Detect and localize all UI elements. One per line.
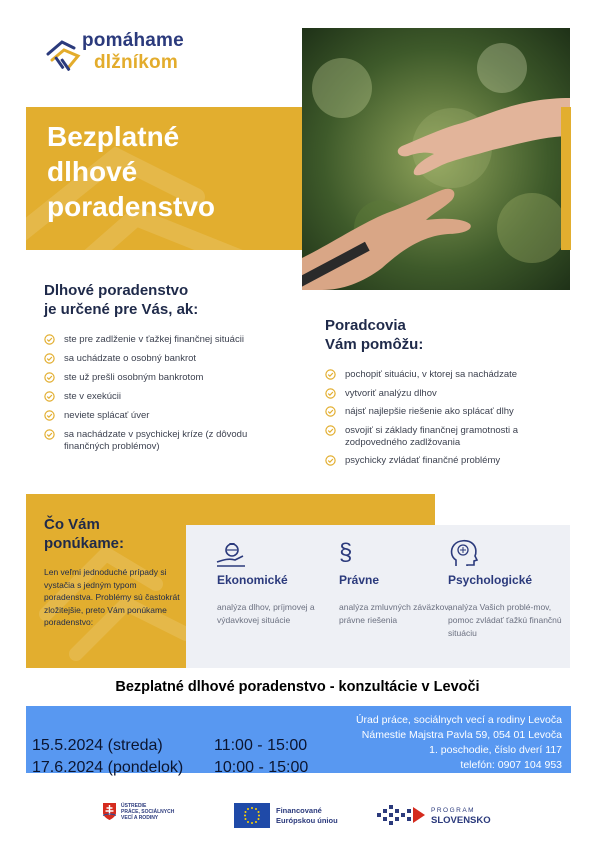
check-circle-icon bbox=[325, 425, 336, 436]
offer-legal bbox=[339, 538, 459, 625]
accent-strip bbox=[561, 107, 571, 250]
eligibility-heading bbox=[44, 281, 198, 319]
offer-heading bbox=[44, 515, 124, 553]
address-line: 1. poschodie, číslo dverí 117 bbox=[429, 744, 562, 756]
slovak-coat-of-arms-icon bbox=[103, 803, 116, 820]
ministry-line: PRÁCE, SOCIÁLNYCH bbox=[121, 809, 175, 815]
session-row bbox=[32, 757, 332, 779]
ministry-line: ÚSTREDIE bbox=[121, 803, 147, 809]
list-item-text: neviete splácať úver bbox=[64, 410, 150, 421]
list-item-text: osvojiť si základy finančnej gramotnosti a zodpovedného zadlžovania bbox=[345, 424, 519, 448]
offer-heading-legal: Právne bbox=[339, 573, 380, 587]
session-schedule bbox=[32, 735, 332, 779]
list-item bbox=[325, 369, 565, 381]
title-line: dlhové bbox=[47, 156, 138, 187]
logo-text-bottom: dlžníkom bbox=[94, 52, 178, 73]
list-item-text: ste pre zadlženie v ťažkej finančnej situácii bbox=[64, 334, 244, 345]
eu-line: Financované bbox=[276, 806, 322, 815]
heading-line: Vám pomôžu: bbox=[325, 336, 424, 353]
ministry-line: VECÍ A RODINY bbox=[121, 815, 159, 821]
eu-text bbox=[276, 806, 338, 825]
address-line: Námestie Majstra Pavla 59, 054 01 Levoča bbox=[361, 729, 562, 741]
program-slovensko-logo bbox=[375, 803, 505, 831]
list-item-text: ste v exekúcii bbox=[64, 391, 122, 402]
session-date: 17.6.2024 (pondelok) bbox=[32, 759, 184, 776]
session-time: 11:00 - 15:00 bbox=[214, 737, 308, 754]
address-line: Úrad práce, sociálnych vecí a rodiny Levoča bbox=[355, 714, 562, 726]
check-circle-icon bbox=[44, 410, 55, 421]
brain-head-icon bbox=[448, 538, 480, 568]
title-line: Bezplatné bbox=[47, 121, 180, 152]
program-slovensko-mark-icon bbox=[375, 803, 429, 829]
email-line: e-mail: bdp.pp@upsvr.gov.sk bbox=[427, 774, 562, 786]
offer-text-psychological: analýza Vašich problé-mov, pomoc zvládať ťažkú finančnú situáciu bbox=[448, 602, 562, 638]
list-item bbox=[325, 455, 565, 467]
offer-text-economic: analýza dlhov, príjmovej a výdavkovej situácie bbox=[217, 602, 315, 625]
list-item-text: sa uchádzate o osobný bankrot bbox=[64, 353, 197, 364]
eu-funding-logo bbox=[234, 803, 354, 831]
hands-image bbox=[302, 28, 570, 290]
hero-photo bbox=[302, 28, 570, 290]
check-circle-icon bbox=[44, 334, 55, 345]
offer-heading-psychological: Psychologické bbox=[448, 573, 533, 587]
eligibility-list bbox=[44, 334, 294, 460]
offer-economic bbox=[217, 538, 337, 625]
list-item-text: sa nachádzate v psychickej kríze (z dôvodu finančných problémov) bbox=[64, 429, 248, 452]
advisors-heading bbox=[325, 316, 423, 354]
list-item bbox=[44, 334, 294, 346]
list-item-text: vytvoriť analýzu dlhov bbox=[345, 387, 437, 399]
title-banner bbox=[26, 107, 302, 250]
brand-logo bbox=[44, 30, 244, 86]
offer-description: Len veľmi jednoduché prípady si vystačia s jedným typom poradenstva. Problémy sú častokrát zložitejšie, preto Vám ponúkame poradenstvo: bbox=[44, 567, 180, 627]
program-name: SLOVENSKO bbox=[431, 815, 491, 826]
session-date: 15.5.2024 (streda) bbox=[32, 737, 163, 754]
program-label: PROGRAM bbox=[431, 807, 476, 814]
heading-line: Poradcovia bbox=[325, 317, 406, 334]
heading-line: ponúkame: bbox=[44, 535, 125, 552]
advisors-list bbox=[325, 369, 565, 474]
list-item bbox=[325, 388, 565, 400]
session-time: 10:00 - 15:00 bbox=[214, 759, 309, 776]
check-circle-icon bbox=[325, 455, 336, 466]
check-circle-icon bbox=[325, 388, 336, 399]
offer-heading-economic: Ekonomické bbox=[217, 573, 288, 587]
eu-flag-icon bbox=[234, 803, 270, 828]
eu-line: Európskou úniou bbox=[276, 815, 338, 825]
heading-line: je určené pre Vás, ak: bbox=[44, 301, 199, 318]
paragraph-icon: § bbox=[339, 539, 353, 566]
list-item bbox=[44, 372, 294, 384]
list-item-text: ste už prešli osobným bankrotom bbox=[64, 372, 204, 383]
list-item bbox=[44, 410, 294, 422]
check-circle-icon bbox=[44, 372, 55, 383]
phone-line: telefón: 0907 104 953 bbox=[460, 759, 562, 771]
money-bag-hand-icon bbox=[215, 538, 247, 568]
contact-address bbox=[356, 713, 562, 788]
consultation-heading: Bezplatné dlhové poradenstvo - konzultácie v Levoči bbox=[115, 679, 480, 695]
list-item-text: pochopiť situáciu, v ktorej sa nachádzate bbox=[345, 369, 518, 380]
list-item-text: psychicky zvládať finančné problémy bbox=[345, 455, 501, 466]
ministry-logo bbox=[103, 803, 213, 831]
check-circle-icon bbox=[325, 406, 336, 417]
list-item bbox=[44, 353, 294, 365]
handshake-logo-icon bbox=[44, 34, 82, 76]
list-item-text: nájsť najlepšie riešenie ako splácať dlhy bbox=[345, 406, 514, 417]
heading-line: Dlhové poradenstvo bbox=[44, 282, 189, 299]
offer-text-legal: analýza zmluvných záväzkov, právne riešenia bbox=[339, 602, 451, 625]
list-item bbox=[44, 391, 294, 403]
check-circle-icon bbox=[44, 429, 55, 440]
heading-line: Čo Vám bbox=[44, 516, 100, 533]
list-item bbox=[325, 406, 565, 418]
offer-psychological bbox=[448, 538, 568, 638]
check-circle-icon bbox=[325, 369, 336, 380]
logo-text-top: pomáhame bbox=[82, 30, 184, 51]
list-item bbox=[44, 429, 294, 453]
check-circle-icon bbox=[44, 391, 55, 402]
list-item bbox=[325, 425, 565, 449]
session-row bbox=[32, 735, 332, 757]
ministry-text bbox=[121, 803, 174, 821]
check-circle-icon bbox=[44, 353, 55, 364]
title-line: poradenstvo bbox=[47, 191, 216, 222]
page-title bbox=[47, 119, 215, 224]
